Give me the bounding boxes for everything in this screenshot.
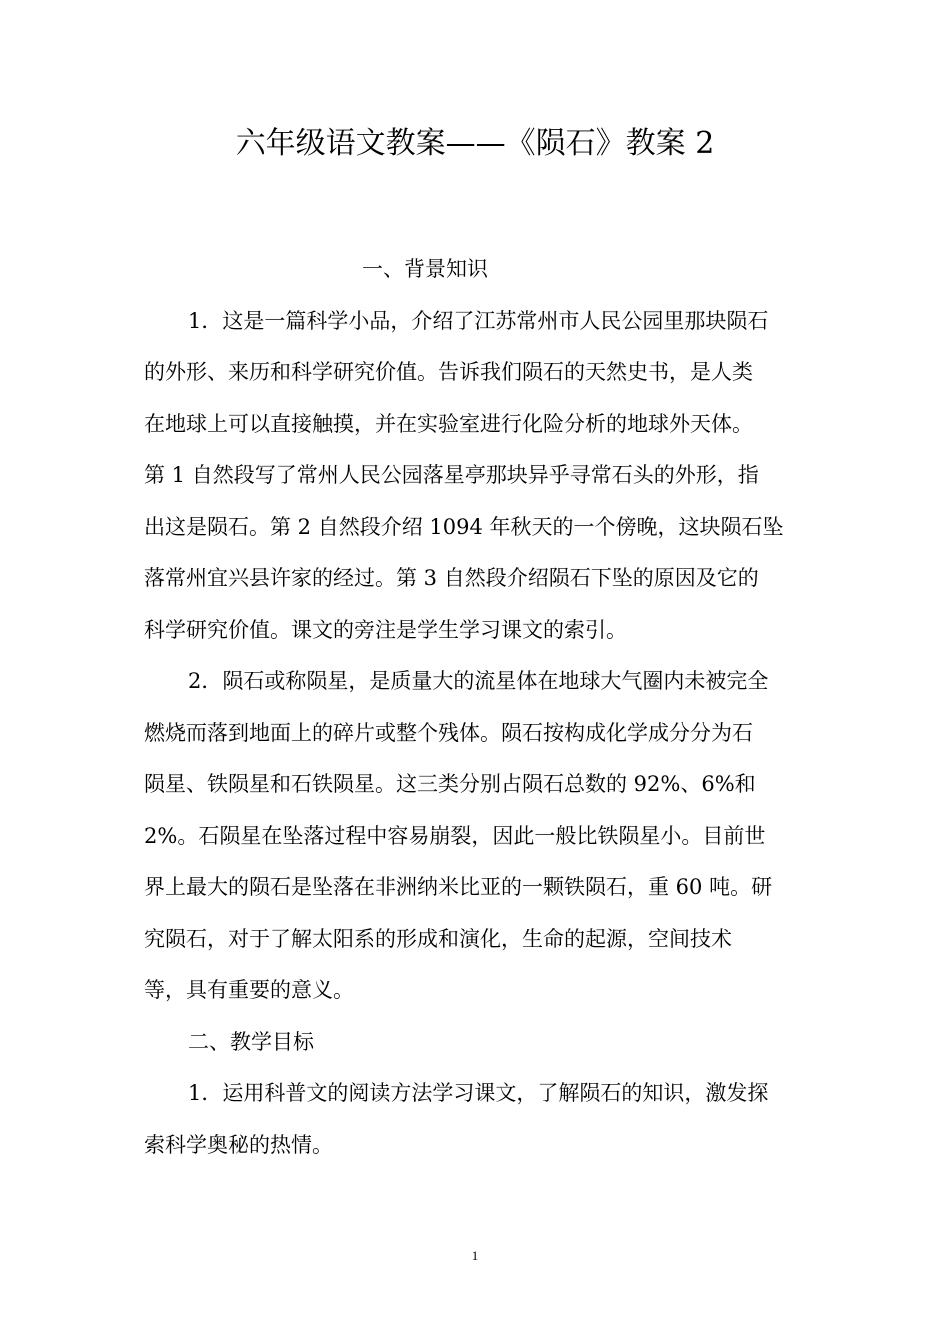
- section-heading-background: 一、背景知识: [362, 257, 488, 281]
- text-line: 科学研究价值。课文的旁注是学生学习课文的索引。: [144, 617, 627, 642]
- text-line: 2%。石陨星在坠落过程中容易崩裂，因此一般比铁陨星小。目前世: [144, 823, 766, 848]
- document-title: 六年级语文教案——《陨石》教案 2: [235, 126, 715, 161]
- section-heading-goals: 二、教学目标: [188, 1029, 314, 1054]
- text-line: 究陨石，对于了解太阳系的形成和演化，生命的起源，空间技术: [144, 926, 732, 951]
- text-line: 落常州宜兴县许家的经过。第 3 自然段介绍陨石下坠的原因及它的: [144, 566, 759, 590]
- text-line: 出这是陨石。第 2 自然段介绍 1094 年秋天的一个傍晚，这块陨石坠: [144, 514, 784, 539]
- text-line: 在地球上可以直接触摸，并在实验室进行化险分析的地球外天体。: [144, 411, 753, 436]
- text-line: 界上最大的陨石是坠落在非洲纳米比亚的一颗铁陨石，重 60 吨。研: [144, 875, 773, 899]
- text-line: 第 1 自然段写了常州人民公园落星亭那块异乎寻常石头的外形，指: [144, 463, 759, 487]
- text-line: 的外形、来历和科学研究价值。告诉我们陨石的天然史书，是人类: [144, 360, 753, 384]
- paragraph-background-1: [144, 296, 806, 657]
- paragraph-goals-1: [144, 1068, 806, 1171]
- text-line: 陨星、铁陨星和石铁陨星。这三类分别占陨石总数的 92%、6%和: [144, 772, 756, 796]
- text-line: 1．这是一篇科学小品，介绍了江苏常州市人民公园里那块陨石: [188, 308, 769, 333]
- text-line: 2．陨石或称陨星，是质量大的流星体在地球大气圈内未被完全: [188, 669, 769, 693]
- text-line: 等，具有重要的意义。: [144, 978, 354, 1002]
- paragraph-background-2: [144, 656, 806, 1017]
- document-body: [144, 244, 806, 1171]
- text-line: 1．运用科普文的阅读方法学习课文，了解陨石的知识，激发探: [188, 1081, 769, 1105]
- text-line: 燃烧而落到地面上的碎片或整个残体。陨石按构成化学成分分为石: [144, 720, 753, 745]
- text-line: 索科学奥秘的热情。: [144, 1132, 333, 1157]
- page-number: 1: [471, 1248, 479, 1263]
